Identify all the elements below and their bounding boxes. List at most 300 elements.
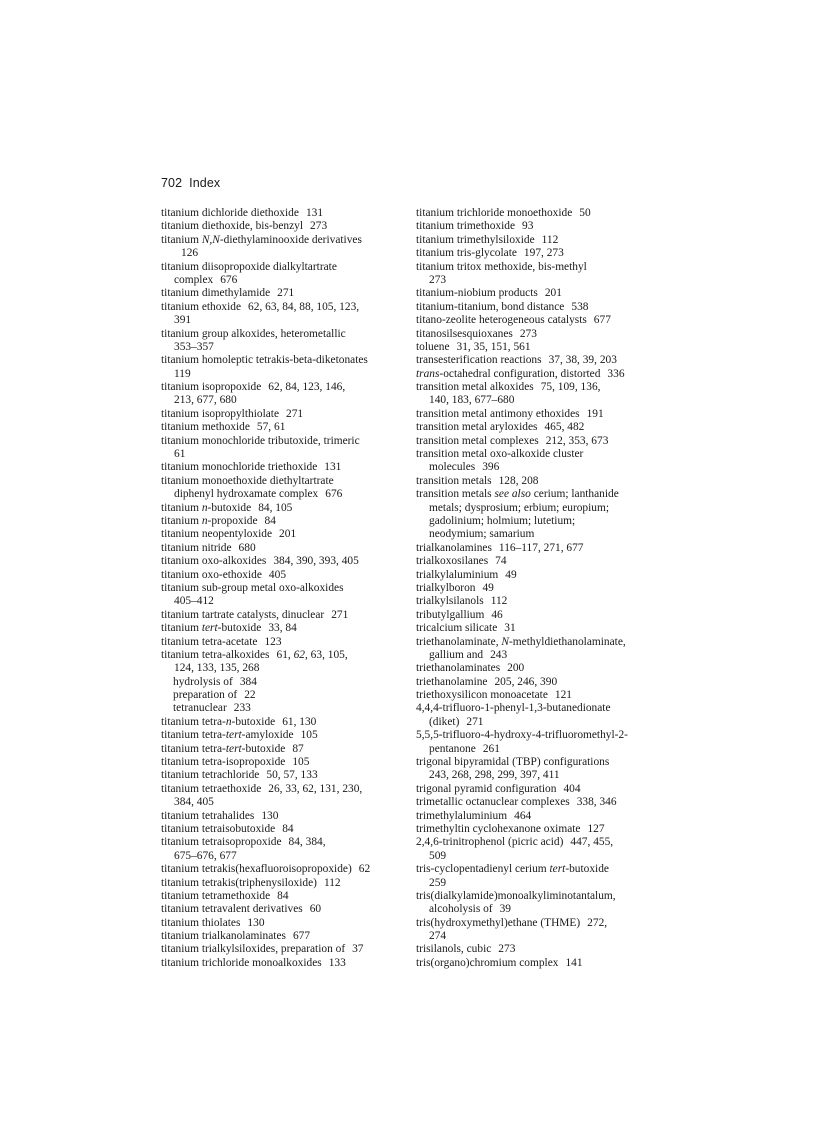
entry-term: titanium sub-group metal oxo-alkoxides xyxy=(161,581,344,594)
index-entry xyxy=(416,435,656,448)
entry-pages: 112 xyxy=(323,876,341,889)
index-entry-continuation xyxy=(161,448,401,461)
index-entry xyxy=(416,368,656,381)
entry-term-segment: n xyxy=(201,501,208,514)
entry-term: titanium nitride xyxy=(161,541,232,554)
entry-term: titanium oxo-ethoxide xyxy=(161,568,262,581)
index-entry-continuation xyxy=(161,341,401,354)
entry-term: titanium diethoxide, bis-benzyl xyxy=(161,220,304,233)
entry-term-segment: trans xyxy=(416,367,440,380)
entry-term-segment: -propoxide xyxy=(207,514,258,527)
entry-term: titanium group alkoxides, heterometallic xyxy=(161,327,346,340)
entry-term: trimethyltin cyclohexanone oximate xyxy=(416,822,581,835)
entry-term: trisilanols, cubic xyxy=(416,943,492,956)
index-entry xyxy=(416,863,656,876)
entry-pages: 538 xyxy=(571,300,589,313)
entry-term-segment: titanium xyxy=(161,622,202,635)
entry-pages: 676 xyxy=(220,273,238,286)
entry-term: titanium trichloride monoalkoxides xyxy=(161,956,322,969)
index-entry xyxy=(161,435,401,448)
entry-pages: 33, 84 xyxy=(268,622,297,635)
index-entry xyxy=(161,649,401,662)
index-entry xyxy=(416,595,656,608)
entry-term: titanium tetramethoxide xyxy=(161,889,271,902)
entry-pages: 130 xyxy=(261,809,279,822)
index-entry xyxy=(416,943,656,956)
entry-term-segment: tert xyxy=(225,729,242,742)
index-entry xyxy=(416,702,656,715)
index-entry xyxy=(416,354,656,367)
entry-pages: 201 xyxy=(279,528,297,541)
entry-pages: 116–117, 271, 677 xyxy=(498,541,584,554)
entry-term-segment: -methyldiethanolaminate, xyxy=(509,635,626,648)
entry-term: diphenyl hydroxamate complex xyxy=(174,488,319,501)
entry-term-segment: -butoxide xyxy=(231,715,276,728)
entry-term: titanium tetra-alkoxides xyxy=(161,648,270,661)
entry-term: 405–412 xyxy=(174,595,214,608)
index-entry xyxy=(161,502,401,515)
index-entry xyxy=(161,877,401,890)
entry-term: titanosilsesquioxanes xyxy=(416,327,513,340)
entry-pages: 201 xyxy=(544,287,562,300)
entry-pages: 273 xyxy=(310,220,328,233)
entry-pages: 57, 61 xyxy=(256,421,286,434)
entry-pages: 62 xyxy=(358,863,371,876)
entry-pages: 87 xyxy=(292,742,304,755)
entry-pages: 126 xyxy=(181,247,199,260)
entry-term: titanium oxo-alkoxides xyxy=(161,555,267,568)
entry-pages: 75, 109, 136, xyxy=(540,381,601,394)
entry-pages: 271 xyxy=(331,608,349,621)
index-entry xyxy=(161,207,401,220)
entry-pages: 465, 482 xyxy=(544,421,585,434)
entry-term: 213, 677, 680 xyxy=(174,394,237,407)
index-subentry xyxy=(161,702,401,715)
index-entry xyxy=(416,636,656,649)
entry-term-segment: tert xyxy=(549,863,566,876)
index-entry xyxy=(416,475,656,488)
entry-term: triethoxysilicon monoacetate xyxy=(416,689,548,702)
index-entry xyxy=(416,582,656,595)
index-entry-continuation xyxy=(416,930,656,943)
index-entry xyxy=(416,957,656,970)
entry-term: titanium tris-glycolate xyxy=(416,247,517,260)
entry-term: 5,5,5-trifluoro-4-hydroxy-4-trifluoromethyl-2- xyxy=(416,729,628,742)
index-entry-continuation xyxy=(416,394,656,407)
index-entry xyxy=(161,729,401,742)
index-entry xyxy=(416,890,656,903)
index-entry xyxy=(416,220,656,233)
entry-pages: 121 xyxy=(554,689,572,702)
entry-term: gallium and xyxy=(429,648,484,661)
index-entry xyxy=(161,917,401,930)
index-entry xyxy=(161,957,401,970)
entry-pages: 197, 273 xyxy=(523,247,564,260)
index-entry xyxy=(416,247,656,260)
entry-pages: 84, 384, xyxy=(288,836,326,849)
entry-pages: 62, 63, 84, 88, 105, 123, xyxy=(248,300,360,313)
entry-term: 140, 183, 677–680 xyxy=(429,394,515,407)
entry-term: molecules xyxy=(429,461,476,474)
index-entry xyxy=(416,488,656,501)
entry-term: trimetallic octanuclear complexes xyxy=(416,796,570,809)
entry-term: metals; dysprosium; erbium; europium; xyxy=(429,501,610,514)
index-entry xyxy=(416,609,656,622)
entry-pages: 261 xyxy=(482,742,500,755)
index-entry-continuation xyxy=(161,850,401,863)
index-entry xyxy=(416,569,656,582)
entry-term: triethanolaminates xyxy=(416,662,501,675)
index-entry xyxy=(161,528,401,541)
entry-term: trimethylaluminium xyxy=(416,809,508,822)
index-entry xyxy=(161,743,401,756)
entry-term-segment: -butoxide xyxy=(217,622,262,635)
index-entry xyxy=(416,917,656,930)
index-entry xyxy=(161,421,401,434)
index-entry xyxy=(161,943,401,956)
entry-pages: 46 xyxy=(491,608,503,621)
entry-pages: 677 xyxy=(593,314,611,327)
index-entry-continuation xyxy=(416,528,656,541)
entry-pages: 447, 455, xyxy=(570,836,614,849)
index-entry-continuation xyxy=(416,743,656,756)
index-entry xyxy=(161,515,401,528)
index-entry xyxy=(416,729,656,742)
entry-term: trigonal bipyramidal (TBP) configurations xyxy=(416,756,610,769)
entry-pages: 677 xyxy=(292,930,311,943)
entry-pages: 84 xyxy=(264,514,276,527)
entry-pages: 384, 390, 393, 405 xyxy=(273,555,359,568)
entry-pages: 464 xyxy=(514,809,532,822)
index-entry xyxy=(161,555,401,568)
index-entry xyxy=(416,314,656,327)
entry-pages: 84, 105 xyxy=(258,501,293,514)
entry-term-segment: see also xyxy=(494,488,531,501)
index-entry xyxy=(416,261,656,274)
index-entry-continuation xyxy=(416,850,656,863)
entry-pages: 22 xyxy=(244,689,256,702)
entry-term: titanium diisopropoxide dialkyltartrate xyxy=(161,260,337,273)
index-entry xyxy=(416,756,656,769)
entry-pages: 130 xyxy=(247,916,265,929)
entry-term-segment: transition metals xyxy=(416,488,495,501)
entry-term-segment: n xyxy=(225,715,232,728)
entry-term: 384, 405 xyxy=(174,796,214,809)
index-entry xyxy=(161,609,401,622)
entry-pages: 384 xyxy=(239,675,257,688)
index-entry-continuation xyxy=(161,662,401,675)
entry-term: 273 xyxy=(429,273,447,286)
entry-pages: 93 xyxy=(522,220,534,233)
entry-term-segment: N xyxy=(501,635,510,648)
index-entry xyxy=(416,542,656,555)
entry-pages: 112 xyxy=(490,595,508,608)
entry-term: titanium tetraisopropoxide xyxy=(161,836,282,849)
entry-pages: 271 xyxy=(286,407,304,420)
entry-pages: 271 xyxy=(277,287,295,300)
entry-term-segment: titanium xyxy=(161,501,202,514)
index-entry xyxy=(161,301,401,314)
index-entry xyxy=(161,569,401,582)
entry-term-segment: tert xyxy=(225,742,242,755)
entry-term: titanium trialkanolaminates xyxy=(161,930,286,943)
index-entry xyxy=(161,328,401,341)
index-entry xyxy=(416,408,656,421)
entry-term: gadolinium; holmium; lutetium; xyxy=(429,514,576,527)
entry-term: 243, 268, 298, 299, 397, 411 xyxy=(429,769,560,782)
entry-term-segment: -amyloxide xyxy=(241,729,294,742)
entry-term: titanium trialkylsiloxides, preparation of xyxy=(161,943,346,956)
entry-term: titanium trimethoxide xyxy=(416,220,516,233)
index-entry xyxy=(416,783,656,796)
entry-term: trialkylaluminium xyxy=(416,568,499,581)
entry-term: (diket) xyxy=(429,715,460,728)
entry-pages: 31, 35, 151, 561 xyxy=(456,340,531,353)
index-entry xyxy=(161,636,401,649)
entry-term: hydrolysis of xyxy=(173,675,233,688)
entry-term-segment: titanium tetra- xyxy=(161,715,226,728)
index-entry xyxy=(416,676,656,689)
index-entry-continuation xyxy=(161,314,401,327)
entry-term-segment: -butoxide xyxy=(241,742,286,755)
entry-pages: 273 xyxy=(519,327,537,340)
entry-pages: 84 xyxy=(277,889,289,902)
index-entry xyxy=(416,662,656,675)
entry-term: titanium monoethoxide diethyltartrate xyxy=(161,474,334,487)
index-entry xyxy=(416,381,656,394)
index-entry-continuation xyxy=(416,716,656,729)
entry-term: transition metals xyxy=(416,474,492,487)
entry-term: tris(dialkylamide)monoalkyliminotantalum, xyxy=(416,889,616,902)
index-entry xyxy=(416,328,656,341)
index-entry xyxy=(416,810,656,823)
entry-term: titanium dichloride diethoxide xyxy=(161,207,299,219)
page-segment: , 63, 105, xyxy=(304,648,348,661)
index-entry-continuation xyxy=(416,274,656,287)
entry-pages: 405 xyxy=(268,568,287,581)
page-segment: 62 xyxy=(293,648,305,661)
entry-pages: 128, 208 xyxy=(498,474,539,487)
index-entry xyxy=(416,448,656,461)
entry-term-segment: cerium; lanthanide xyxy=(530,488,619,501)
index-entry xyxy=(161,756,401,769)
entry-term: 2,4,6-trinitrophenol (picric acid) xyxy=(416,836,564,849)
index-entry xyxy=(161,716,401,729)
index-column-left xyxy=(161,207,401,970)
entry-term: tricalcium silicate xyxy=(416,622,498,635)
entry-term: tris(hydroxymethyl)ethane (THME) xyxy=(416,916,581,929)
entry-pages: 39 xyxy=(499,903,511,916)
entry-term: 124, 133, 135, 268 xyxy=(174,662,260,675)
index-entry-continuation xyxy=(161,274,401,287)
index-entry xyxy=(416,301,656,314)
entry-term: 119 xyxy=(174,367,191,380)
entry-term-segment: tris-cyclopentadienyl cerium xyxy=(416,863,550,876)
entry-pages: 50 xyxy=(579,207,591,219)
entry-term-segment: titanium xyxy=(161,233,202,246)
entry-term: 259 xyxy=(429,876,447,889)
entry-term: trialkoxosilanes xyxy=(416,555,489,568)
entry-term: titano-zeolite heterogeneous catalysts xyxy=(416,314,587,327)
index-entry xyxy=(161,354,401,367)
entry-term: 274 xyxy=(429,930,447,943)
index-entry-continuation xyxy=(416,502,656,515)
entry-term: 391 xyxy=(174,314,192,327)
entry-term: titanium trimethylsiloxide xyxy=(416,233,535,246)
entry-term: transesterification reactions xyxy=(416,354,542,367)
entry-term: titanium tetra-isopropoxide xyxy=(161,756,286,769)
entry-pages: 680 xyxy=(238,541,256,554)
entry-term: titanium thiolates xyxy=(161,916,241,929)
header-title: Index xyxy=(189,176,221,190)
entry-pages: 205, 246, 390 xyxy=(494,675,558,688)
index-entry-continuation xyxy=(161,368,401,381)
entry-term: titanium tartrate catalysts, dinuclear xyxy=(161,608,325,621)
index-subentry xyxy=(161,676,401,689)
entry-term-segment: -butoxide xyxy=(207,501,252,514)
index-entry xyxy=(416,341,656,354)
entry-term: titanium isopropylthiolate xyxy=(161,407,280,420)
entry-term: toluene xyxy=(416,340,450,353)
entry-term: titanium dimethylamide xyxy=(161,287,271,300)
entry-term: transition metal aryloxides xyxy=(416,421,538,434)
index-entry-continuation xyxy=(416,461,656,474)
entry-term: trialkylboron xyxy=(416,581,476,594)
entry-term-segment: triethanolaminate, xyxy=(416,635,502,648)
index-entry xyxy=(161,823,401,836)
index-entry xyxy=(161,890,401,903)
index-entry-continuation xyxy=(161,595,401,608)
entry-term: complex xyxy=(174,273,214,286)
entry-pages: 31 xyxy=(504,622,516,635)
entry-term: titanium tetraisobutoxide xyxy=(161,822,276,835)
entry-pages: 243 xyxy=(490,648,508,661)
index-entry xyxy=(161,287,401,300)
entry-term: pentanone xyxy=(429,742,476,755)
entry-term: titanium monochloride triethoxide xyxy=(161,461,318,474)
index-entry-continuation xyxy=(161,394,401,407)
entry-term: titanium-niobium products xyxy=(416,287,538,300)
entry-term-segment: n xyxy=(201,514,208,527)
entry-pages: 141 xyxy=(565,956,583,969)
entry-pages: 74 xyxy=(495,555,507,568)
entry-term-segment: titanium tetra- xyxy=(161,742,226,755)
entry-pages: 50, 57, 133 xyxy=(266,769,318,782)
entry-term: titanium monochloride tributoxide, trimeric xyxy=(161,434,360,447)
entry-pages: 61, 130 xyxy=(282,715,317,728)
index-entry xyxy=(161,381,401,394)
entry-term: titanium tetraethoxide xyxy=(161,782,262,795)
index-entry xyxy=(416,207,656,220)
index-entry-continuation xyxy=(161,488,401,501)
index-entry xyxy=(161,836,401,849)
entry-pages: 62, 84, 123, 146, xyxy=(268,381,346,394)
entry-term: tris(organo)chromium complex xyxy=(416,956,559,969)
index-entry-continuation xyxy=(416,515,656,528)
entry-pages: 133 xyxy=(328,956,346,969)
entry-pages: 112 xyxy=(541,233,559,246)
entry-pages: 396 xyxy=(482,461,500,474)
index-entry xyxy=(416,234,656,247)
entry-term: titanium methoxide xyxy=(161,421,250,434)
index-entry xyxy=(416,555,656,568)
entry-pages: 131 xyxy=(305,207,324,219)
entry-term: 4,4,4-trifluoro-1-phenyl-1,3-butanedionate xyxy=(416,702,611,715)
entry-term: transition metal antimony ethoxides xyxy=(416,407,580,420)
index-entry xyxy=(161,863,401,876)
entry-pages: 26, 33, 62, 131, 230, xyxy=(268,782,363,795)
index-entry-continuation xyxy=(416,769,656,782)
index-entry xyxy=(161,542,401,555)
index-entry xyxy=(161,810,401,823)
index-entry-continuation xyxy=(416,877,656,890)
entry-term: 353–357 xyxy=(174,340,214,353)
entry-pages: 200 xyxy=(507,662,525,675)
index-entry xyxy=(161,261,401,274)
index-entry xyxy=(416,796,656,809)
index-entry xyxy=(161,234,401,247)
entry-term: titanium tetrakis(triphenysiloxide) xyxy=(161,876,317,889)
entry-term: trigonal pyramid configuration xyxy=(416,782,557,795)
running-header xyxy=(161,176,220,190)
entry-term-segment: -octahedral configuration, distorted xyxy=(439,367,601,380)
entry-pages: 60 xyxy=(309,903,322,916)
index-entry xyxy=(161,622,401,635)
entry-term-segment: titanium tetra- xyxy=(161,729,226,742)
entry-term: titanium tetrachloride xyxy=(161,769,260,782)
entry-term: titanium tetravalent derivatives xyxy=(161,903,303,916)
entry-term: titanium tetrakis(hexafluoroisopropoxide) xyxy=(161,863,352,876)
entry-pages: 212, 353, 673 xyxy=(545,434,609,447)
entry-term-segment: titanium xyxy=(161,514,202,527)
entry-term-segment: tert xyxy=(201,622,218,635)
entry-term: neodymium; samarium xyxy=(429,528,535,541)
entry-term: transition metal complexes xyxy=(416,434,539,447)
entry-pages: 233 xyxy=(233,702,251,715)
entry-pages: 49 xyxy=(505,568,517,581)
index-entry xyxy=(416,622,656,635)
entry-term: titanium neopentyloxide xyxy=(161,528,273,541)
entry-pages: 131 xyxy=(324,461,342,474)
entry-pages: 271 xyxy=(466,715,484,728)
index-subentry xyxy=(161,689,401,702)
entry-pages: 273 xyxy=(498,943,516,956)
page-number: 702 xyxy=(161,176,183,190)
entry-term: titanium isopropoxide xyxy=(161,381,262,394)
index-column-right xyxy=(416,207,656,970)
entry-pages: 127 xyxy=(587,822,605,835)
entry-pages: 338, 346 xyxy=(576,796,617,809)
entry-term: titanium tetra-acetate xyxy=(161,635,258,648)
index-entry xyxy=(416,287,656,300)
entry-term: 509 xyxy=(429,849,447,862)
index-entry xyxy=(416,421,656,434)
index-entry-continuation xyxy=(161,247,401,260)
entry-term: preparation of xyxy=(173,689,238,702)
entry-term: titanium tetrahalides xyxy=(161,809,255,822)
entry-pages: 105 xyxy=(292,756,310,769)
index-entry-continuation xyxy=(416,649,656,662)
entry-pages: 191 xyxy=(586,407,604,420)
entry-term: triethanolamine xyxy=(416,675,488,688)
entry-term: trialkanolamines xyxy=(416,541,492,554)
entry-term: titanium ethoxide xyxy=(161,300,242,313)
entry-pages: 49 xyxy=(482,581,494,594)
index-entry xyxy=(416,836,656,849)
entry-pages: 676 xyxy=(325,488,343,501)
entry-term: titanium trichloride monoethoxide xyxy=(416,207,573,219)
index-entry xyxy=(161,475,401,488)
